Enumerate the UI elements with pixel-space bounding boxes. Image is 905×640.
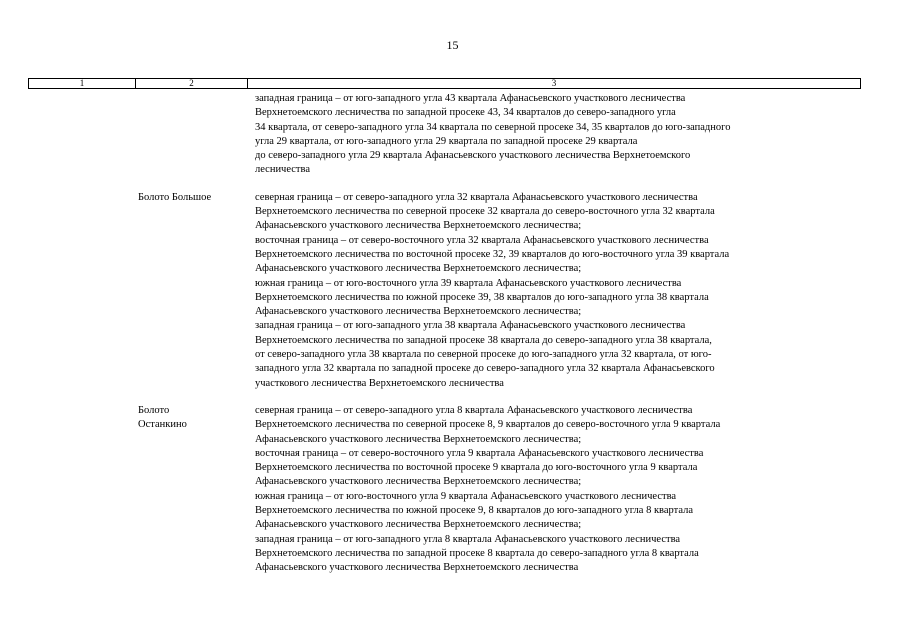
table-header-row [28, 78, 861, 89]
description-line: Афанасьевского участкового лесничества Верхнетоемского лесничества; [255, 220, 582, 232]
description-line: лесничества [255, 164, 310, 176]
description-line: Верхнетоемского лесничества по южной просеке 39, 38 кварталов до юго-западного угла 38 квартала [255, 291, 709, 303]
description-line: Афанасьевского участкового лесничества Верхнетоемского лесничества; [255, 519, 582, 531]
description-line: западная граница – от юго-западного угла 8 квартала Афанасьевского участкового лесничества [255, 533, 681, 545]
description-line: Верхнетоемского лесничества по западной просеке 8 квартала до северо-западного угла 8 квартала [255, 547, 699, 559]
description-line: восточная граница – от северо-восточного угла 32 квартала Афанасьевского участкового лесничества [255, 234, 709, 246]
row-spacer [0, 391, 905, 404]
header-col-3: 3 [551, 78, 557, 88]
description-line: западного угла 32 квартала по западной просеке до северо-западного угла 32 квартала Афанасьевского [255, 363, 715, 375]
description-line: Афанасьевского участкового лесничества Верхнетоемского лесничества; [255, 476, 582, 488]
object-name-line: Болото Большое [138, 191, 212, 203]
boundary-description [255, 404, 855, 576]
table-body [0, 92, 905, 576]
description-line: западная граница – от юго-западного угла 38 квартала Афанасьевского участкового лесничества [255, 320, 686, 332]
description-line: угла 29 квартала, от юго-западного угла 29 квартала по западной просеке 29 квартала [255, 135, 638, 147]
row-spacer [0, 178, 905, 191]
description-line: северная граница – от северо-западного угла 32 квартала Афанасьевского участкового лесничества [255, 191, 698, 203]
description-line: 34 квартала, от северо-западного угла 34 квартала по северной просеке 34, 35 кварталов до юго-западного [255, 121, 731, 133]
description-line: Афанасьевского участкового лесничества Верхнетоемского лесничества [255, 562, 579, 574]
description-line: Верхнетоемского лесничества по западной просеке 43, 34 кварталов до северо-западного угла [255, 107, 676, 119]
description-line: Афанасьевского участкового лесничества Верхнетоемского лесничества; [255, 306, 582, 318]
description-line: южная граница – от юго-восточного угла 39 квартала Афанасьевского участкового лесничества [255, 277, 682, 289]
description-line: северная граница – от северо-западного угла 8 квартала Афанасьевского участкового лесничества [255, 404, 693, 416]
table-row [0, 404, 905, 576]
table-row [0, 92, 905, 178]
object-name-line: Останкино [138, 419, 187, 431]
description-line: Верхнетоемского лесничества по северной просеке 8, 9 кварталов до северо-восточного угла 9 квартала [255, 419, 721, 431]
object-name-line: Болото [138, 404, 170, 416]
description-line: восточная граница – от северо-восточного угла 9 квартала Афанасьевского участкового лесничества [255, 447, 704, 459]
description-line: Афанасьевского участкового лесничества Верхнетоемского лесничества; [255, 433, 582, 445]
description-line: Афанасьевского участкового лесничества Верхнетоемского лесничества; [255, 263, 582, 275]
description-line: до северо-западного угла 29 квартала Афанасьевского участкового лесничества Верхнетоемского [255, 150, 691, 162]
header-col-2: 2 [136, 79, 248, 88]
description-line: Верхнетоемского лесничества по восточной просеке 32, 39 кварталов до юго-восточного угла 39 квартала [255, 248, 730, 260]
table-row [0, 191, 905, 391]
object-name [138, 404, 250, 433]
boundary-description [255, 191, 855, 391]
description-line: южная граница – от юго-восточного угла 9 квартала Афанасьевского участкового лесничества [255, 490, 677, 502]
boundary-description [255, 92, 855, 178]
description-line: западная граница – от юго-западного угла 43 квартала Афанасьевского участкового лесничества [255, 93, 686, 104]
description-line: Верхнетоемского лесничества по южной просеке 9, 8 кварталов до юго-западного угла 8 квартала [255, 505, 694, 517]
description-line: Верхнетоемского лесничества по восточной просеке 9 квартала до юго-восточного угла 9 квартала [255, 462, 698, 474]
header-col-1: 1 [29, 79, 136, 88]
page-number: 15 [446, 38, 459, 52]
description-line: Верхнетоемского лесничества по западной просеке 38 квартала до северо-западного угла 38 квартала, [255, 334, 712, 346]
description-line: Верхнетоемского лесничества по северной просеке 32 квартала до северо-восточного угла 32 квартала [255, 206, 715, 218]
description-line: участкового лесничества Верхнетоемского лесничества [255, 377, 504, 389]
object-name [138, 191, 250, 205]
description-line: от северо-западного угла 38 квартала по северной просеке до юго-западного угла 32 квартала, от юго- [255, 349, 712, 361]
